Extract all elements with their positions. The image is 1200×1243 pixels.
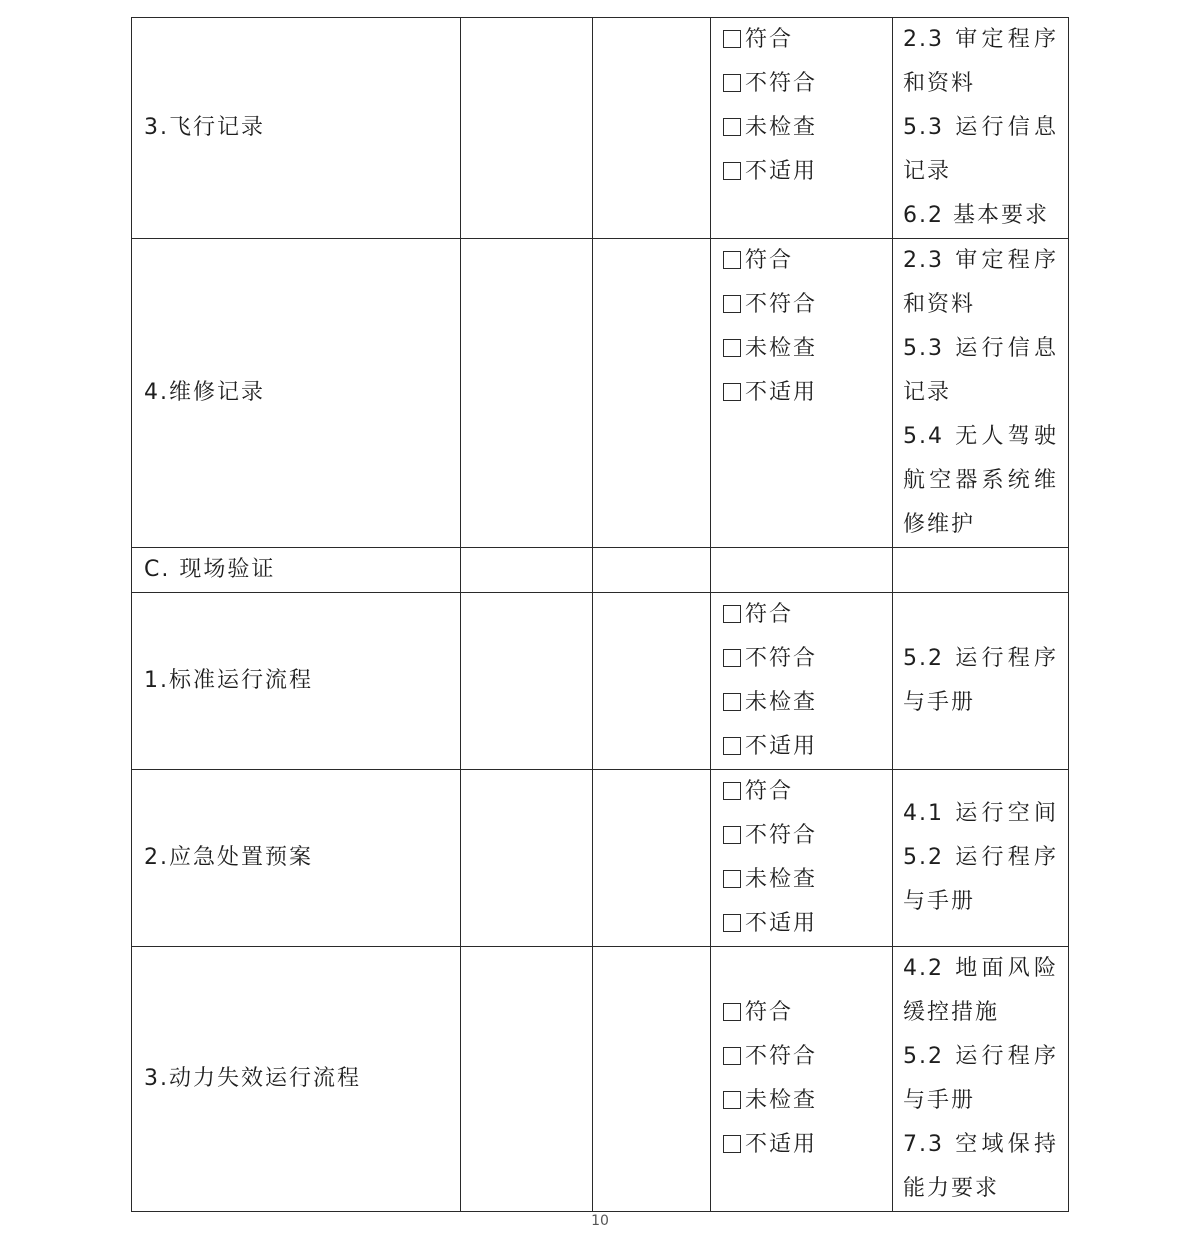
blank-cell [461, 947, 593, 1212]
table-row [132, 947, 1069, 1212]
status-option[interactable]: 不适用 [723, 725, 892, 769]
checkbox-icon[interactable] [723, 118, 741, 136]
reference-line: 4.2 地面风险 [903, 956, 1058, 981]
item-cell [132, 18, 461, 239]
item-label: 3.飞行记录 [144, 115, 265, 140]
reference-line: 和资料 [903, 71, 976, 96]
blank-cell [461, 18, 593, 239]
reference-cell [893, 947, 1069, 1212]
reference-line: 与手册 [903, 690, 976, 715]
checkbox-icon[interactable] [723, 737, 741, 755]
blank-cell [593, 593, 711, 770]
status-cell [711, 239, 893, 548]
reference-cell [893, 593, 1069, 770]
status-option[interactable]: 符合 [723, 239, 892, 283]
status-option[interactable]: 不适用 [723, 150, 892, 194]
status-option[interactable]: 未检查 [723, 327, 892, 371]
table-row [132, 18, 1069, 239]
checkbox-icon[interactable] [723, 1135, 741, 1153]
status-cell [711, 18, 893, 239]
blank-cell [593, 947, 711, 1212]
reference-cell [893, 239, 1069, 548]
reference-line: 与手册 [903, 1088, 976, 1113]
checkbox-icon[interactable] [723, 30, 741, 48]
reference-line: 4.1 运行空间 [903, 801, 1058, 826]
checkbox-icon[interactable] [723, 782, 741, 800]
reference-line: 6.2 基本要求 [903, 203, 1049, 228]
status-option[interactable]: 未检查 [723, 1079, 892, 1123]
checkbox-icon[interactable] [723, 605, 741, 623]
status-option[interactable]: 未检查 [723, 106, 892, 150]
checkbox-icon[interactable] [723, 1091, 741, 1109]
reference-line: 能力要求 [903, 1176, 1000, 1201]
reference-line: 缓控措施 [903, 1000, 1000, 1025]
item-cell [132, 770, 461, 947]
checkbox-icon[interactable] [723, 693, 741, 711]
reference-line: 2.3 审定程序 [903, 27, 1058, 52]
reference-line: 5.4 无人驾驶 [903, 424, 1058, 449]
reference-line: 记录 [903, 159, 952, 184]
table-row [132, 770, 1069, 947]
checkbox-icon[interactable] [723, 339, 741, 357]
table-row [132, 593, 1069, 770]
reference-line: 与手册 [903, 889, 976, 914]
item-label: 2.应急处置预案 [144, 845, 313, 870]
reference-line: 5.2 运行程序 [903, 845, 1058, 870]
status-cell [711, 770, 893, 947]
checkbox-icon[interactable] [723, 162, 741, 180]
checkbox-icon[interactable] [723, 295, 741, 313]
checkbox-icon[interactable] [723, 870, 741, 888]
item-label: 1.标准运行流程 [144, 668, 313, 693]
reference-line: 5.2 运行程序 [903, 646, 1058, 671]
checkbox-icon[interactable] [723, 1003, 741, 1021]
reference-line: 航空器系统维 [903, 468, 1058, 493]
item-cell [132, 947, 461, 1212]
item-label: 4.维修记录 [144, 380, 265, 405]
section-heading-cell [132, 548, 461, 593]
reference-line: 修维护 [903, 512, 976, 537]
status-option[interactable]: 符合 [723, 991, 892, 1035]
reference-line: 5.2 运行程序 [903, 1044, 1058, 1069]
reference-line: 5.3 运行信息 [903, 115, 1058, 140]
reference-line: 7.3 空域保持 [903, 1132, 1058, 1157]
status-option[interactable]: 不符合 [723, 1035, 892, 1079]
page-number: 10 [591, 1213, 609, 1229]
checkbox-icon[interactable] [723, 649, 741, 667]
checkbox-icon[interactable] [723, 383, 741, 401]
reference-cell [893, 770, 1069, 947]
status-option[interactable]: 不适用 [723, 1123, 892, 1167]
reference-line: 5.3 运行信息 [903, 336, 1058, 361]
checkbox-icon[interactable] [723, 74, 741, 92]
blank-cell [461, 770, 593, 947]
reference-cell [893, 18, 1069, 239]
blank-cell [593, 239, 711, 548]
checkbox-icon[interactable] [723, 914, 741, 932]
table-row [132, 239, 1069, 548]
reference-line: 记录 [903, 380, 952, 405]
section-heading: C. 现场验证 [144, 557, 276, 582]
status-option[interactable]: 不符合 [723, 62, 892, 106]
status-option[interactable]: 不适用 [723, 371, 892, 415]
status-option[interactable]: 未检查 [723, 858, 892, 902]
status-cell [711, 947, 893, 1212]
status-option[interactable]: 不符合 [723, 283, 892, 327]
reference-line: 和资料 [903, 292, 976, 317]
blank-cell [893, 548, 1069, 593]
status-option[interactable]: 符合 [723, 770, 892, 814]
checkbox-icon[interactable] [723, 826, 741, 844]
status-cell [711, 593, 893, 770]
blank-cell [461, 593, 593, 770]
checkbox-icon[interactable] [723, 1047, 741, 1065]
blank-cell [593, 548, 711, 593]
blank-cell [461, 548, 593, 593]
blank-cell [593, 18, 711, 239]
section-row [132, 548, 1069, 593]
item-label: 3.动力失效运行流程 [144, 1066, 361, 1091]
checkbox-icon[interactable] [723, 251, 741, 269]
status-option[interactable]: 不适用 [723, 902, 892, 946]
blank-cell [593, 770, 711, 947]
blank-cell [461, 239, 593, 548]
reference-line: 2.3 审定程序 [903, 248, 1058, 273]
blank-cell [711, 548, 893, 593]
status-option[interactable]: 符合 [723, 18, 892, 62]
status-option[interactable]: 未检查 [723, 681, 892, 725]
inspection-checklist-table [131, 17, 1069, 1212]
status-option[interactable]: 不符合 [723, 814, 892, 858]
status-option[interactable]: 符合 [723, 593, 892, 637]
item-cell [132, 593, 461, 770]
item-cell [132, 239, 461, 548]
status-option[interactable]: 不符合 [723, 637, 892, 681]
